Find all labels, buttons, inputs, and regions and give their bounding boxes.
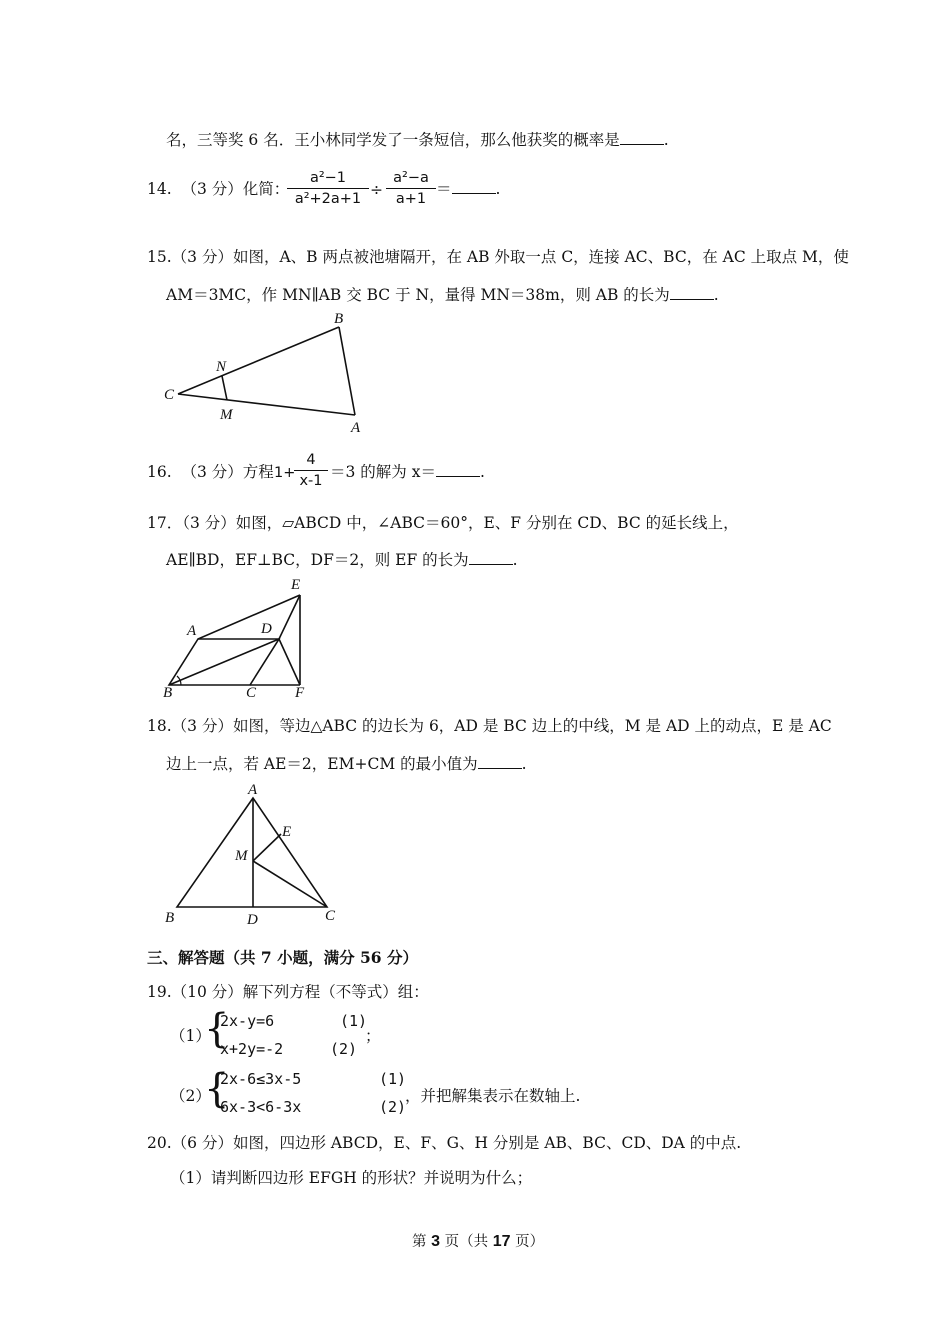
q19-part-2-label: （2）	[170, 1087, 211, 1105]
label-n: N	[216, 359, 227, 375]
q16-lead: 1+	[274, 465, 296, 481]
q13-text: 名，三等奖 6 名．王小林同学发了一条短信，那么他获奖的概率是	[166, 131, 620, 149]
q15-line-1: 15.（3 分）如图，A、B 两点被池塘隔开，在 AB 外取一点 C，连接 AC、BC，在 AC 上取点 M，使	[147, 248, 849, 266]
segment-ae	[198, 595, 300, 639]
segment-ca	[178, 394, 355, 415]
segment-df	[279, 639, 300, 685]
answer-blank[interactable]	[452, 181, 496, 194]
divide-sign: ÷	[370, 181, 383, 199]
q19-heading: 19.（10 分）解下列方程（不等式）组：	[147, 983, 429, 1001]
system-1-eq-1: 2x-y=6	[220, 1012, 275, 1030]
page-footer: 第 3 页（共 17 页）	[412, 1233, 545, 1250]
q14-answer: ＝ .	[436, 180, 501, 198]
label-d: D	[247, 912, 258, 928]
system-2-eq-1: 2x-6≤3x-5	[220, 1070, 302, 1088]
q20-heading: 20.（6 分）如图，四边形 ABCD，E、F、G、H 分别是 AB、BC、CD、DA 的中点.	[147, 1134, 742, 1152]
segment-de	[279, 595, 300, 639]
segment-bd	[169, 639, 279, 685]
answer-blank[interactable]	[436, 464, 480, 477]
label-e: E	[291, 577, 301, 593]
segment-ba	[339, 327, 355, 415]
q14-fraction-1: a²−1 a²+2a+1	[287, 170, 369, 207]
system-1-tag-1: (1)	[340, 1012, 368, 1030]
label-b: B	[165, 910, 175, 926]
answer-blank[interactable]	[670, 287, 714, 300]
section-heading: 三、解答题（共 7 小题，满分 56 分）	[147, 948, 418, 967]
q14-prompt: 14. （3 分）化简：	[147, 180, 290, 198]
system-1-tag-2: (2)	[330, 1040, 358, 1058]
label-e: E	[282, 824, 292, 840]
label-c: C	[164, 387, 175, 403]
label-d: D	[261, 621, 272, 637]
label-f: F	[295, 685, 305, 701]
label-m: M	[220, 407, 233, 423]
q16-answer: ＝3 的解为 x＝ .	[330, 463, 485, 481]
q17-figure	[155, 573, 325, 701]
q20-part-1: （1）请判断四边形 EFGH 的形状？并说明为什么；	[170, 1169, 533, 1187]
q18-figure	[155, 778, 345, 930]
system-1-eq-2: x+2y=-2	[220, 1040, 284, 1058]
system-2-eq-2: 6x-3<6-3x	[220, 1098, 302, 1116]
q14-fraction-2: a²−a a+1	[386, 170, 436, 207]
label-b: B	[163, 685, 173, 701]
triangle-abc	[177, 798, 327, 907]
segment-me	[253, 834, 281, 861]
segment-mc	[253, 861, 327, 907]
q15-figure	[150, 305, 380, 437]
answer-blank[interactable]	[478, 756, 522, 769]
brace: {	[204, 1066, 230, 1112]
label-a: A	[248, 782, 258, 798]
q17-line-2: AE∥BD，EF⊥BC，DF＝2，则 EF 的长为 .	[166, 551, 518, 569]
q19-part-1-label: （1）	[170, 1027, 211, 1045]
segment-nm	[222, 376, 227, 400]
label-a: A	[187, 623, 197, 639]
answer-blank[interactable]	[620, 132, 664, 145]
q13-continuation: 名，三等奖 6 名．王小林同学发了一条短信，那么他获奖的概率是 .	[166, 131, 669, 149]
system-2-tag-2: (2)	[379, 1098, 407, 1116]
answer-blank[interactable]	[469, 552, 513, 565]
label-a: A	[351, 420, 361, 436]
q15-line-2: AM＝3MC，作 MN∥AB 交 BC 于 N，量得 MN＝38m，则 AB 的长为 .	[166, 286, 719, 304]
q18-line-2: 边上一点，若 AE＝2，EM+CM 的最小值为 .	[166, 755, 527, 773]
q16-fraction: 4 x-1	[294, 452, 328, 489]
q18-line-1: 18.（3 分）如图，等边△ABC 的边长为 6，AD 是 BC 边上的中线，M 是 AD 上的动点，E 是 AC	[147, 717, 832, 735]
q16-prompt: 16. （3 分）方程	[147, 463, 274, 481]
system-2-tag-1: (1)	[379, 1070, 407, 1088]
label-c: C	[246, 685, 257, 701]
label-m: M	[235, 848, 248, 864]
segment-cb	[178, 327, 339, 394]
total-pages: 17	[492, 1233, 511, 1250]
page-number: 3	[431, 1233, 441, 1250]
system-1-end: ；	[365, 1027, 381, 1045]
label-b: B	[334, 311, 344, 327]
q17-line-1: 17．（3 分）如图，▱ABCD 中，∠ABC＝60°，E、F 分别在 CD、BC 的延长线上，	[147, 514, 739, 532]
brace: {	[204, 1006, 230, 1052]
label-c: C	[325, 908, 336, 924]
system-2-end: ，并把解集表示在数轴上.	[405, 1087, 581, 1105]
